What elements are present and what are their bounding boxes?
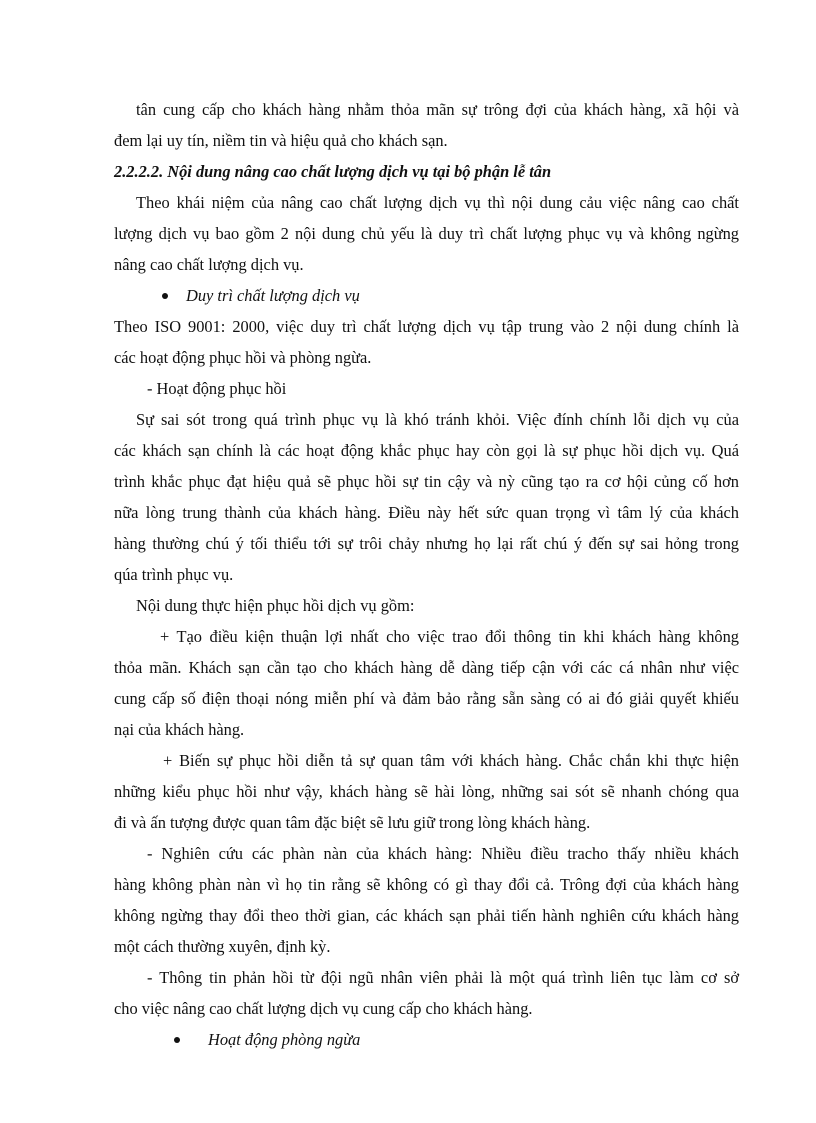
paragraph-line: các khách sạn chính là các hoạt động khắc phục hay còn gọi là sự phục hồi dịch vụ. Quá	[114, 441, 739, 460]
section-heading: 2.2.2.2. Nội dung nâng cao chất lượng dịch vụ tại bộ phận lễ tân	[114, 162, 552, 181]
paragraph-line: Theo ISO 9001: 2000, việc duy trì chất lượng dịch vụ tập trung vào 2 nội dung chính là	[114, 317, 739, 336]
paragraph-line: các hoạt động phục hồi và phòng ngừa.	[114, 348, 372, 367]
subheading-line: - Hoạt động phục hồi	[147, 379, 287, 398]
paragraph-line: Nội dung thực hiện phục hồi dịch vụ gồm:	[136, 596, 415, 615]
paragraph-line: hàng không phàn nàn vì họ tin rằng sẽ không có gì thay đổi cả. Trông đợi của khách hàng	[114, 875, 739, 894]
paragraph-line: qúa trình phục vụ.	[114, 565, 234, 584]
paragraph-line: nữa lòng trung thành của khách hàng. Điều này hết sức quan trọng vì tâm lý của khách	[114, 503, 739, 522]
paragraph-line: thỏa mãn. Khách sạn cần tạo cho khách hàng dễ dàng tiếp cận với các cá nhân như việc	[114, 658, 739, 677]
bullet-item: Hoạt động phòng ngừa	[208, 1030, 361, 1049]
paragraph-line: cho việc nâng cao chất lượng dịch vụ cung cấp cho khách hàng.	[114, 999, 533, 1018]
bullet-item: Duy trì chất lượng dịch vụ	[186, 286, 360, 305]
paragraph-line: đem lại uy tín, niềm tin và hiệu quả cho khách sạn.	[114, 131, 448, 150]
bullet-icon	[174, 1037, 180, 1043]
paragraph-line: Theo khái niệm của nâng cao chất lượng dịch vụ thì nội dung cảu việc nâng cao chất	[136, 193, 739, 212]
paragraph-line: cung cấp số điện thoại nóng miễn phí và đảm bảo rằng sẵn sàng có ai đó giải quyết khiếu	[114, 689, 739, 708]
paragraph-line: lượng dịch vụ bao gồm 2 nội dung chủ yếu là duy trì chất lượng phục vụ và không ngừng	[114, 224, 739, 243]
paragraph-line: + Tạo điều kiện thuận lợi nhất cho việc trao đổi thông tin khi khách hàng không	[160, 627, 739, 646]
paragraph-line: + Biến sự phục hồi diễn tả sự quan tâm với khách hàng. Chắc chắn khi thực hiện	[163, 751, 739, 770]
paragraph-line: - Thông tin phản hồi từ đội ngũ nhân viên phải là một quá trình liên tục làm cơ sở	[147, 968, 739, 987]
paragraph-line: những kiểu phục hồi như vậy, khách hàng sẽ hài lòng, những sai sót sẽ nhanh chóng qua	[114, 782, 739, 801]
paragraph-line: nâng cao chất lượng dịch vụ.	[114, 255, 304, 274]
paragraph-line: một cách thường xuyên, định kỳ.	[114, 937, 331, 956]
paragraph-line: hàng thường chú ý tối thiểu tới sự trôi chảy nhưng họ lại rất chú ý đến sự sai hỏng trong	[114, 534, 739, 553]
paragraph-line: đi và ấn tượng được quan tâm đặc biệt sẽ lưu giữ trong lòng khách hàng.	[114, 813, 591, 832]
paragraph-line: nại của khách hàng.	[114, 720, 245, 739]
paragraph-line: - Nghiên cứu các phàn nàn của khách hàng: Nhiều điều tracho thấy nhiều khách	[147, 844, 739, 863]
paragraph-line: trình khắc phục đạt hiệu quả sẽ phục hồi sự tin cậy và nỳ cũng tạo ra cơ hội củng cố hơn	[114, 472, 739, 491]
paragraph-line: Sự sai sót trong quá trình phục vụ là khó tránh khỏi. Việc đính chính lỗi dịch vụ của	[136, 410, 739, 429]
bullet-icon	[162, 293, 168, 299]
paragraph-line: tân cung cấp cho khách hàng nhằm thỏa mãn sự trông đợi của khách hàng, xã hội và	[136, 100, 739, 119]
paragraph-line: không ngừng thay đổi theo thời gian, các khách sạn phải tiến hành nghiên cứu khách hàng	[114, 906, 739, 925]
